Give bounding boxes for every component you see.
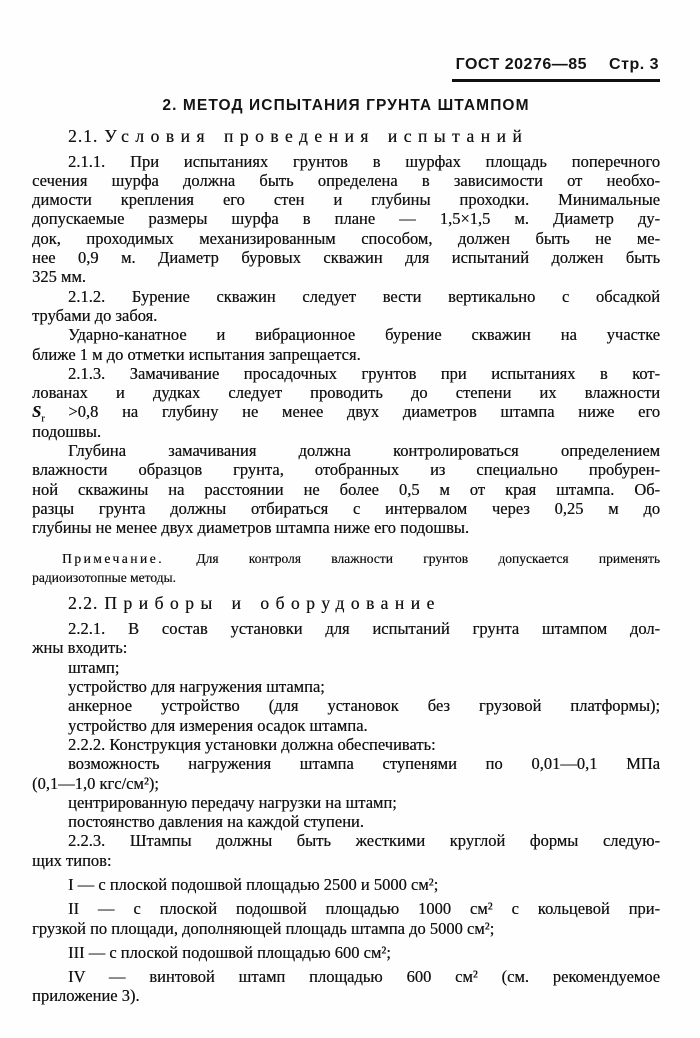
text-line: $S_r >0,8$ на глубину не менее двух диаметров штампа ниже его: [32, 402, 660, 425]
text-line: димости крепления его стен и глубины проходки. Минимальные: [32, 190, 660, 210]
text-line: док, проходимых механизированным способом, должен быть не ме-: [32, 228, 660, 248]
text-line: устройство для измерения осадок штампа.: [68, 715, 368, 735]
text-line: сечения шурфа должна быть определена в зависимости от необхо-: [32, 170, 660, 190]
text-line: влажности образцов грунта, отобранных из специально пробурен-: [32, 460, 660, 480]
paragraph: [32, 967, 660, 1006]
text-line: IV — винтовой штамп площадью 600 см² (см. рекомендуемое: [68, 967, 660, 987]
document-title: 2. МЕТОД ИСПЫТАНИЯ ГРУНТА ШТАМПОМ: [162, 96, 530, 114]
text-line: щих типов:: [32, 850, 112, 870]
paragraph: [32, 943, 660, 962]
paragraph: [32, 441, 660, 537]
text-line: жны входить:: [32, 638, 128, 658]
paragraph: [32, 716, 660, 735]
text-line: нее 0,9 м. Диаметр буровых скважин для испытаний должен быть: [32, 248, 660, 268]
text-line: устройство для нагружения штампа;: [68, 677, 325, 697]
paragraph: [32, 735, 660, 754]
header-rule: [452, 56, 660, 82]
text-line: ближе 1 м до отметки испытания запрещается.: [32, 344, 361, 364]
text-line: Примечание. Для контроля влажности грунтов допускается применять: [62, 550, 660, 566]
text-line: постоянство давления на каждой ступени.: [68, 812, 364, 832]
text-line: разцы грунта должны отбираться с интервалом через 0,25 м до: [32, 498, 660, 518]
text-line: центрированную передачу нагрузки на штамп;: [68, 792, 397, 812]
text-line: приложение 3).: [32, 986, 140, 1006]
text-line: 2.1.3. Замачивание просадочных грунтов при испытаниях в кот-: [68, 363, 660, 383]
paragraph: [32, 619, 660, 658]
text-line: III — с плоской подошвой площадью 600 см²;: [68, 942, 391, 962]
paragraph: [32, 658, 660, 677]
text-line: анкерное устройство (для установок без грузовой платформы);: [68, 696, 660, 716]
paragraph: [32, 696, 660, 715]
text-line: 2.1.1. При испытаниях грунтов в шурфах площадь поперечного: [68, 151, 660, 171]
document-body: [32, 126, 660, 1006]
text-line: (0,1—1,0 кгс/см²);: [32, 773, 159, 793]
text-line: Глубина замачивания должна контролироваться определением: [68, 441, 660, 461]
text-line: штамп;: [68, 657, 120, 677]
paragraph: [32, 325, 660, 364]
page-header: [32, 56, 660, 82]
paragraph: [32, 875, 660, 894]
text-line: лованах и дудках следует проводить до степени их влажности: [32, 383, 660, 403]
paragraph: [32, 152, 660, 287]
text-line: 2.1.2. Бурение скважин следует вести вертикально с обсадкой: [68, 286, 660, 306]
section-number: 2.2.: [68, 593, 99, 614]
paragraph: [32, 899, 660, 938]
paragraph: [32, 812, 660, 831]
text-line: Ударно-канатное и вибрационное бурение скважин на участке: [68, 325, 660, 345]
text-line: 2.2.3. Штампы должны быть жесткими круглой формы следую-: [68, 831, 660, 851]
section-heading: [32, 593, 660, 614]
page-number: Стр. 3: [609, 56, 659, 73]
section-number: 2.1.: [68, 125, 99, 146]
text-line: II — с плоской подошвой площадью 1000 см² с кольцевой при-: [68, 899, 660, 919]
section-title: Приборы и оборудование: [104, 593, 441, 614]
section-heading: [32, 126, 660, 147]
text-line: трубами до забоя.: [32, 305, 158, 325]
text-line: радиоизотопные методы.: [32, 569, 176, 585]
text-line: ной скважины на расстоянии не более 0,5 м от края штампа. Об-: [32, 479, 660, 499]
section-title: Условия проведения испытаний: [104, 125, 529, 146]
paragraph: [32, 754, 660, 793]
text-line: 2.2.2. Конструкция установки должна обеспечивать:: [68, 734, 436, 754]
note-block: [32, 550, 660, 589]
paragraph: [32, 793, 660, 812]
text-line: грузкой по площади, дополняющей площадь штампа до 5000 см²;: [32, 918, 495, 938]
text-line: возможность нагружения штампа ступенями по 0,01—0,1 МПа: [68, 754, 660, 774]
standard-number: ГОСТ 20276—85: [455, 56, 588, 73]
paragraph: [32, 831, 660, 870]
note-label: Примечание.: [62, 550, 165, 566]
paragraph: [32, 287, 660, 326]
text-line: 2.2.1. В состав установки для испытаний грунта штампом дол-: [68, 619, 660, 639]
paragraph: [32, 677, 660, 696]
text-line: глубины не менее двух диаметров штампа ниже его подошвы.: [32, 518, 469, 538]
text-line: I — с плоской подошвой площадью 2500 и 5000 см²;: [68, 874, 439, 894]
text-line: допускаемые размеры шурфа в плане — 1,5×1,5 м. Диаметр ду-: [32, 209, 660, 229]
text-line: 325 мм.: [32, 267, 86, 287]
text-line: подошвы.: [32, 421, 101, 441]
paragraph: [32, 364, 660, 441]
